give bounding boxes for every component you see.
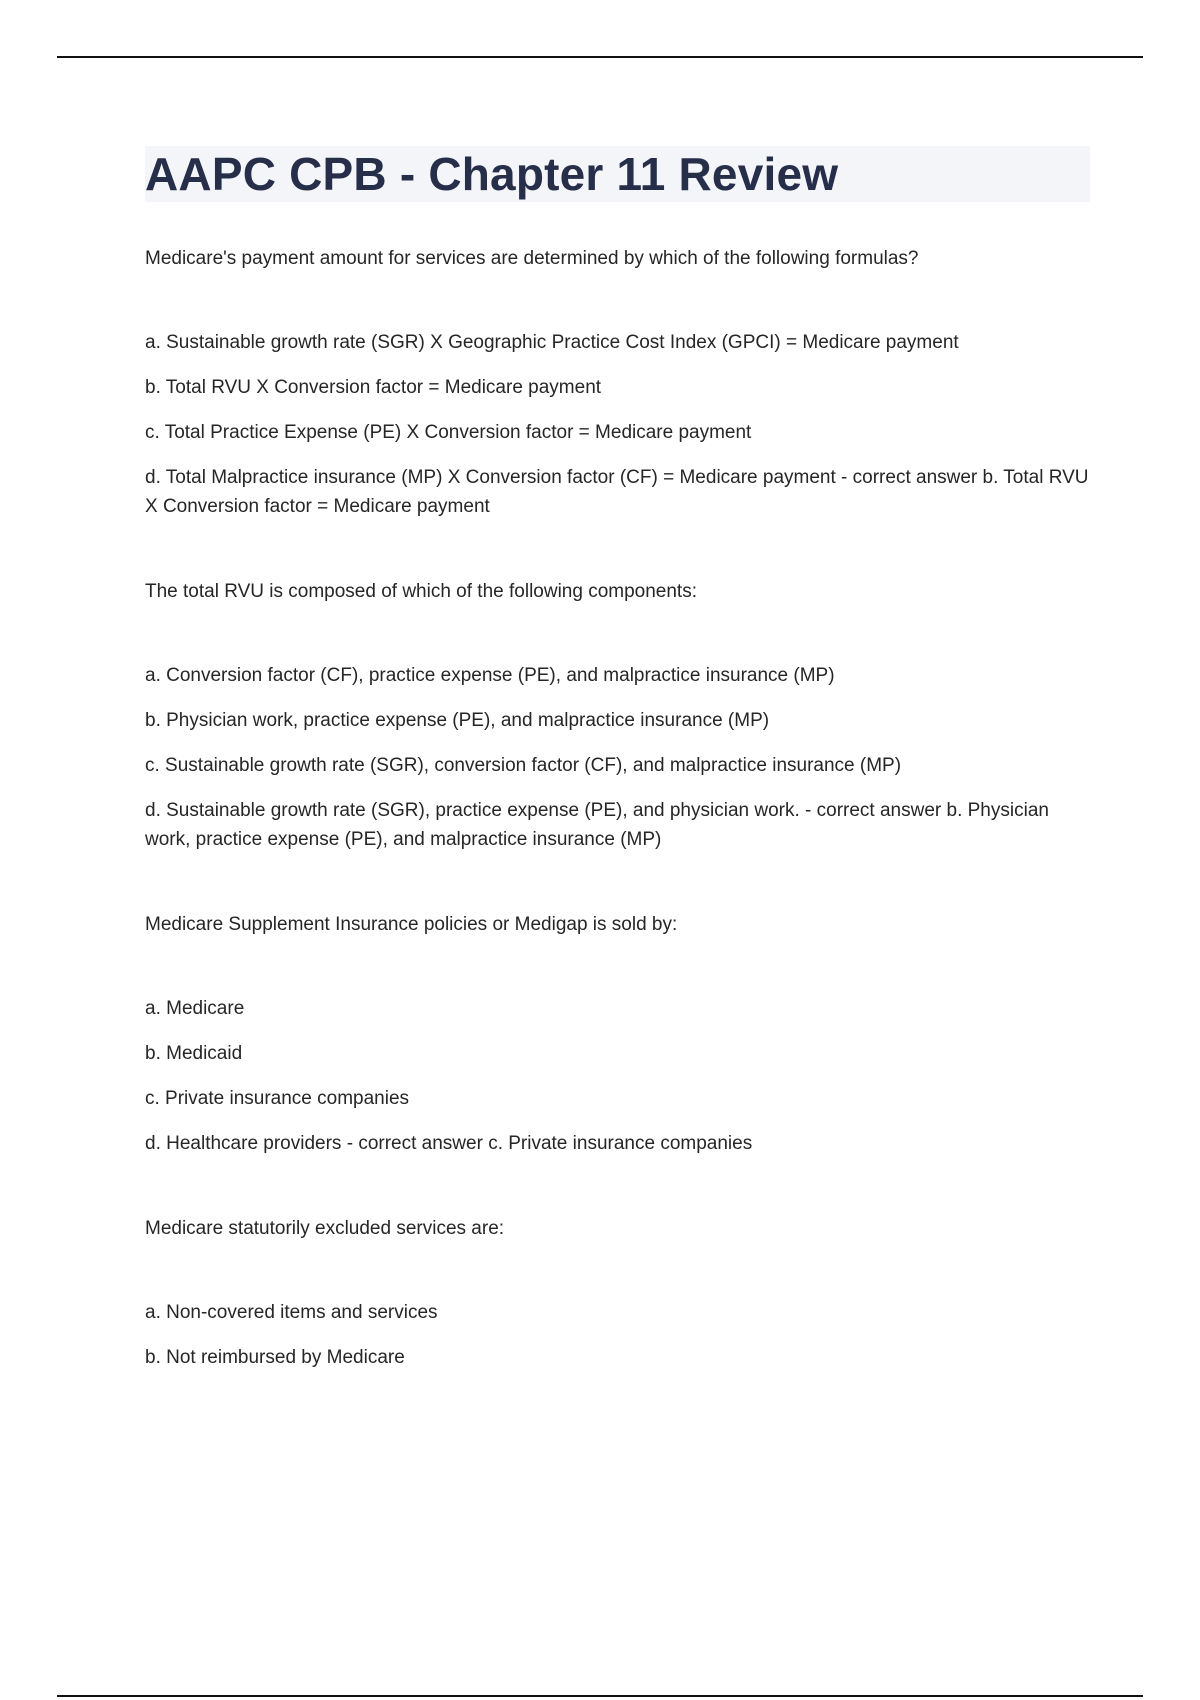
- document-title: AAPC CPB - Chapter 11 Review: [145, 148, 839, 200]
- footer-rule: [57, 1695, 1143, 1697]
- question-block: [145, 1214, 1090, 1372]
- answer-option: b. Not reimbursed by Medicare: [145, 1347, 405, 1368]
- answer-option: c. Total Practice Expense (PE) X Conversion factor = Medicare payment: [145, 422, 752, 443]
- document-body: [145, 244, 1090, 1428]
- question-block: [145, 244, 1090, 521]
- answer-option: c. Private insurance companies: [145, 1088, 410, 1109]
- question-text: The total RVU is composed of which of the following components:: [145, 581, 697, 602]
- answer-option: b. Medicaid: [145, 1043, 243, 1064]
- question-text: Medicare's payment amount for services are determined by which of the following formulas?: [145, 248, 919, 269]
- answer-option: b. Total RVU X Conversion factor = Medicare payment: [145, 377, 602, 398]
- question-block: [145, 577, 1090, 854]
- answer-option-with-correct-answer: d. Total Malpractice insurance (MP) X Conversion factor (CF) = Medicare payment - correct answer b. Total RVU X Conversion factor = Medicare payment: [145, 467, 1089, 517]
- answer-option: a. Medicare: [145, 998, 245, 1019]
- answer-option: a. Non-covered items and services: [145, 1302, 438, 1323]
- answer-option: c. Sustainable growth rate (SGR), conversion factor (CF), and malpractice insurance (MP): [145, 755, 902, 776]
- header-rule: [57, 56, 1143, 58]
- answer-option: b. Physician work, practice expense (PE), and malpractice insurance (MP): [145, 710, 770, 731]
- question-text: Medicare statutorily excluded services are:: [145, 1218, 505, 1239]
- answer-option: a. Sustainable growth rate (SGR) X Geographic Practice Cost Index (GPCI) = Medicare payment: [145, 332, 959, 353]
- question-block: [145, 910, 1090, 1158]
- question-text: Medicare Supplement Insurance policies or Medigap is sold by:: [145, 914, 678, 935]
- answer-option-with-correct-answer: d. Healthcare providers - correct answer c. Private insurance companies: [145, 1133, 753, 1154]
- answer-option-with-correct-answer: d. Sustainable growth rate (SGR), practice expense (PE), and physician work. - correct answer b. Physician work, practice expense (PE), and malpractice insurance (MP): [145, 800, 1049, 850]
- answer-option: a. Conversion factor (CF), practice expense (PE), and malpractice insurance (MP): [145, 665, 835, 686]
